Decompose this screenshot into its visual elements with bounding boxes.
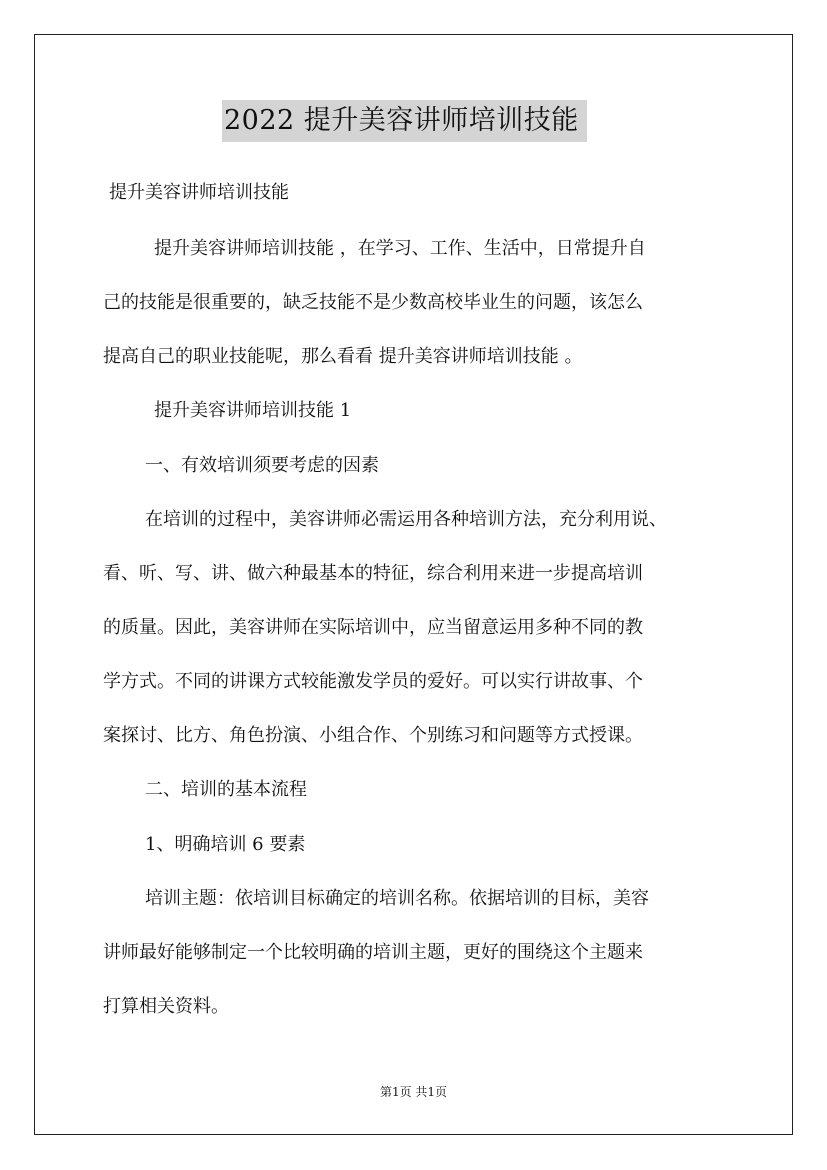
intro-line-3: 提高自己的职业技能呢，那么看看 提升美容讲师培训技能 。 — [103, 346, 583, 367]
heading-elements: 1、明确培训 6 要素 — [145, 834, 306, 855]
topic-line-1: 培训主题：依培训目标确定的培训名称。依据培训的目标，美容 — [145, 888, 649, 909]
heading-factors: 一、有效培训须要考虑的因素 — [145, 455, 379, 476]
section-heading: 提升美容讲师培训技能 1 — [154, 400, 352, 421]
factors-line-4: 学方式。不同的讲课方式较能激发学员的爱好。可以实行讲故事、个 — [103, 671, 643, 692]
factors-line-5: 案探讨、比方、角色扮演、小组合作、个别练习和问题等方式授课。 — [103, 725, 643, 746]
intro-line-2: 己的技能是很重要的，缺乏技能不是少数高校毕业生的问题，该怎么 — [103, 292, 643, 313]
factors-line-1: 在培训的过程中，美容讲师必需运用各种培训方法，充分利用说、 — [145, 509, 667, 530]
topic-line-3: 打算相关资料。 — [103, 996, 229, 1017]
page-footer: 第1页 共1页 — [379, 1085, 448, 1099]
topic-line-2: 讲师最好能够制定一个比较明确的培训主题，更好的围绕这个主题来 — [103, 942, 643, 963]
subtitle-line: 提升美容讲师培训技能 — [109, 182, 289, 203]
factors-line-2: 看、听、写、讲、做六种最基本的特征，综合利用来进一步提高培训 — [103, 563, 643, 584]
factors-line-3: 的质量。因此，美容讲师在实际培训中，应当留意运用多种不同的教 — [103, 617, 643, 638]
heading-process: 二、培训的基本流程 — [145, 779, 307, 800]
document-title: 2022 提升美容讲师培训技能 — [222, 100, 587, 142]
intro-line-1: 提升美容讲师培训技能 ，在学习、工作、生活中，日常提升自 — [154, 238, 646, 259]
